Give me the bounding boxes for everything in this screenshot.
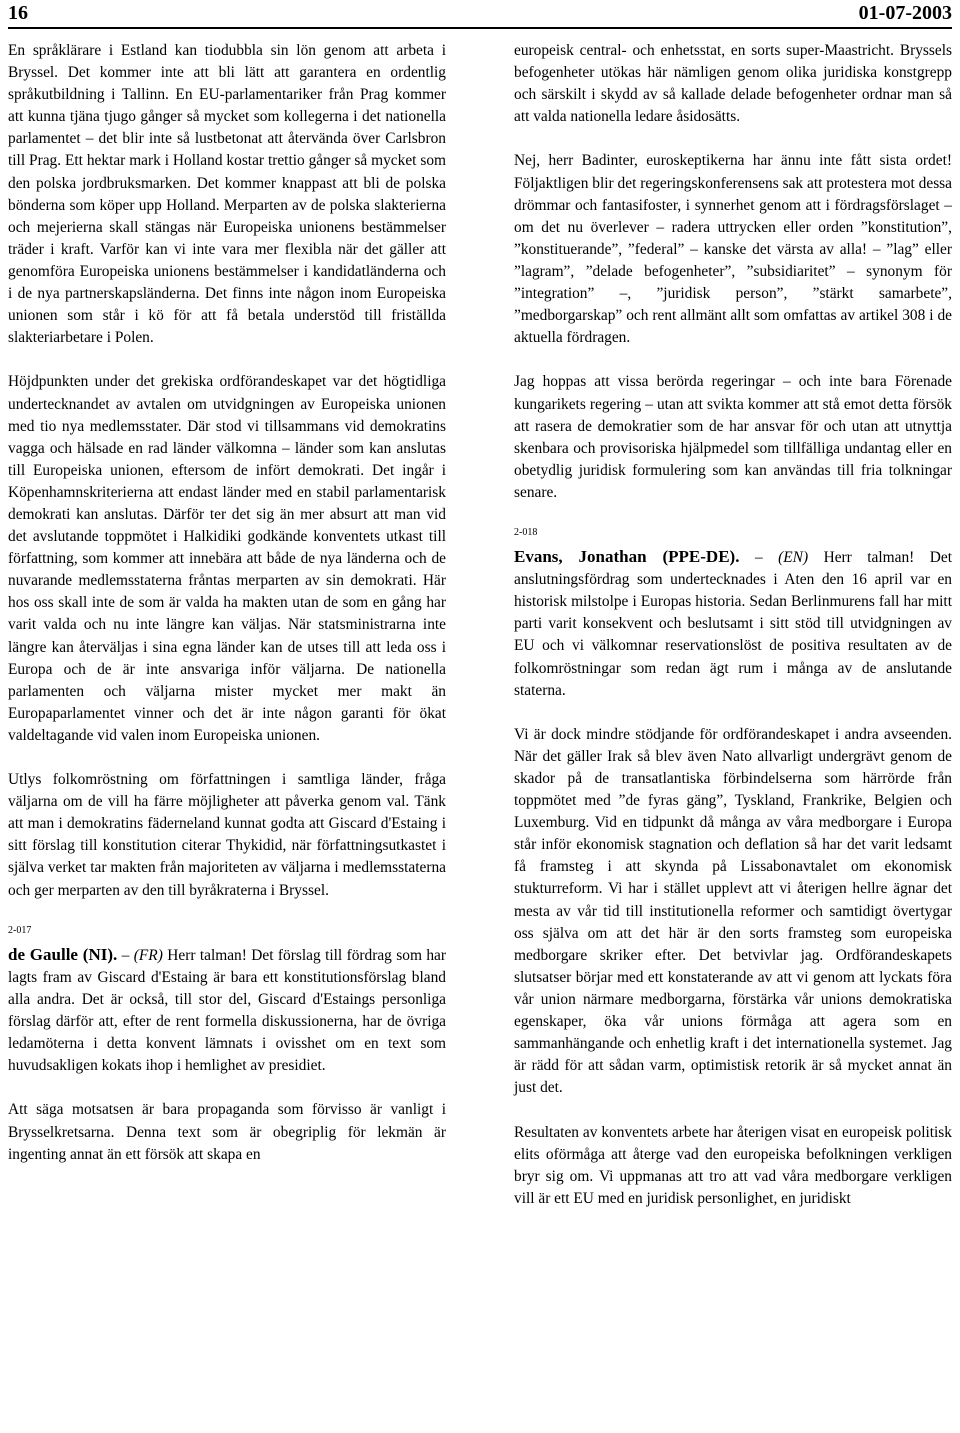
- speech-text: Herr talman! Det anslutningsfördrag som undertecknades i Aten den 16 april var en historisk milstolpe i Europas historia. Sedan Berlinmurens fall har mitt parti varit konsekvent och beslutsamt i sitt stöd till utvidgningen av EU och vi välkomnar reservationslöst de positiva resultaten av de folkomröstningar som redan ägt rum i många av de anslutande staterna.: [514, 549, 953, 699]
- paragraph: En språklärare i Estland kan tiodubbla sin lön genom att arbeta i Bryssel. Det kommer inte att bli lätt att garantera en ordentlig språkutbildning i Tallinn. En EU-parlamentariker från Prag kommer att kunna tjäna tjugo gånger så mycket som kollegerna i det nationella parlamentet – det blir inte så lustbetonat att återvända över Carlsbron till Prag. Ett hektar mark i Holland kostar trettio gånger så mycket som den polska jordbruksmarken. Det kommer knappast att bli de polska bönderna som köper upp Holland. Merparten av de polska slakterierna och mejerierna skall stängas när Europeiska unionens bestämmelser träder i kraft. Varför kan vi inte vara mer flexibla när det gäller att genomföra Europeiska unionens bestämmelser i kandidatländerna och i de nya partnerskapsländerna. Det finns inte någon inom Europeiska unionen som står i kö för att få betala understöd till friställda slakteriarbetare i Polen.: [8, 42, 446, 347]
- page-number: 16: [8, 2, 28, 24]
- speaker-name: de Gaulle (NI).: [8, 944, 118, 964]
- paragraph: Jag hoppas att vissa berörda regeringar – och inte bara Förenade kungarikets regering – utan att svikta kommer att stå emot detta försök att rasera de demokratier som de har ansvar för och utan att utnyttja skenbara och provisoriska hjälpmedel som tillfälliga undantag eller en obetydlig juridisk formulering som kan användas till fria tolkningar senare.: [514, 373, 952, 501]
- speech-paragraph: de Gaulle (NI). – (FR) Herr talman! Det förslag till fördrag som har lagts fram av Giscard d'Estaing är bara ett konstitutionsförslag bland alla andra. Det är också, till stor del, Giscard d'Estaings personliga förslag därför att, efter de rent formella diskussionerna, har de övriga ledamöterna i detta konvent lämnats i ovisshet om en text som huvudsakligen kokats ihop i hemlighet av presidiet.: [8, 944, 446, 1075]
- right-column: [514, 40, 952, 1210]
- header-rule: [8, 27, 952, 29]
- speech-code: 2-017: [8, 924, 32, 936]
- paragraph: europeisk central- och enhetsstat, en sorts super-Maastricht. Bryssels befogenheter utökas här nämligen genom olika juridiska konstgrepp och särskilt i skydd av så kallade delade befogenheter ordnar man så att valda nationella ledare åsidosätts.: [514, 42, 952, 126]
- speech-paragraph: Evans, Jonathan (PPE-DE). – (EN) Herr talman! Det anslutningsfördrag som undertecknades i Aten den 16 april var en historisk milstolpe i Europas historia. Sedan Berlinmurens fall har mitt parti varit konsekvent och beslutsamt i sitt stöd till utvidgningen av EU och vi välkomnar reservationslöst de positiva resultaten av de folkomröstningar som redan ägt rum i många av de anslutande staterna.: [514, 547, 953, 699]
- paragraph: Vi är dock mindre stödjande för ordförandeskapet i andra avseenden. När det gäller Irak så blev även Nato allvarligt undergrävt genom de skador på de transatlantiska förbindelserna som härrörde från toppmötet med ”de fyras gäng”, Tyskland, Frankrike, Belgien och Luxemburg. Vid en tidpunkt då många av våra medborgare i Europa står inför ekonomisk stagnation och deflation så har det varit ledsamt få framsteg i att skynda på Lissabonavtalet om ekonomisk stukturreform. Vi har i stället upplevt att vi återigen hellre ägnar det mesta av vår tid till institutionella reformer och samtidigt övertygar oss själva om att det här är den sorts framsteg som europeiska medborgare skriker efter. Det betvivlar jag. Ordförandeskapets slutsatser börjar med ett konstaterande av att vi genom att lyckats föra vår union närmare medborgarna, förstärka vår unions demokratiska egenskaper, öka vår unions förmåga att agera som en sammanhängande och enhetlig kraft i det internationella systemet. Jag är rädd för att sådan varm, optimistisk retorik är så mycket annat än just det.: [514, 725, 952, 1097]
- paragraph: Höjdpunkten under det grekiska ordförandeskapet var det högtidliga undertecknandet av avtalen om utvidgningen av Europeiska unionen med tio nya medlemsstater. Där stod vi tillsammans vid demokratins vagga och hälsade en rad länder välkomna – länder som kan anslutas till Europeiska unionen, eftersom de infört demokrati. Det ingår i Köpenhamnskriterierna att endast länder med en stabil parlamentarisk demokrati kan anslutas. Därför ter det sig än mer absurt att man vid det avslutande toppmötet i Halkidiki godkände konventets utkast till författning, som kommer att innebära att både de nya länderna och de nuvarande medlemsstaterna fråntas merparten av sin demokrati. Här hos oss skall inte de som är valda ha makten utan de som en gång har varit valda och nu inte längre kan väljas. När statsministrarna inte längre kan återväljas i sina egna länder kan de utses till att leda oss i Europa och de är inte ansvariga inför väljarna. De nationella parlamenten och väljarna mister mycket mer makt än Europaparlamentet vinner och det är inte någon garanti för ökat valdeltagande vid valen inom Europeiska unionen.: [8, 373, 446, 744]
- document-date: 01-07-2003: [858, 2, 952, 24]
- paragraph: Att säga motsatsen är bara propaganda som förvisso är vanligt i Brysselkretsarna. Denna text som är obegriplig för lekmän är ingenting annat än ett försök att skapa en: [8, 1101, 446, 1163]
- paragraph: Utlys folkomröstning om författningen i samtliga länder, fråga väljarna om de vill ha färre möjligheter att påverka genom val. Tänk att man i demokratins fäderneland kunnat godta att Giscard d'Estaing i sitt förslag till konstitution citerar Thykidid, när författningsutkastet i själva verket tar makten från majoriteten av väljarna i medlemsstaterna och ger merparten av den till byråkraterna i Bryssel.: [8, 771, 446, 899]
- language-tag: (EN): [778, 549, 809, 567]
- paragraph: Resultaten av konventets arbete har återigen visat en europeisk politisk elits oförmåga att återge vad den europeiska befolkningen verkligen bryr sig om. Vi uppmanas att tro att vad våra medborgare verkligen vill är ett EU med en juridisk personlighet, en juridiskt: [514, 1123, 952, 1207]
- speech-text: Herr talman! Det förslag till fördrag som har lagts fram av Giscard d'Estaing är bara ett konstitutionsförslag bland alla andra. Det är också, till stor del, Giscard d'Estaings personliga förslag därför att, efter de rent formella diskussionerna, har de övriga ledamöterna i detta konvent lämnats i ovisshet om en text som huvudsakligen kokats ihop i hemlighet av presidiet.: [8, 946, 446, 1075]
- speaker-name: Evans, Jonathan (PPE-DE).: [514, 547, 740, 567]
- paragraph: Nej, herr Badinter, euroskeptikerna har ännu inte fått sista ordet! Följaktligen blir det regeringskonferensens sak att protestera mot dessa drömmar och fantasifoster, i synnerhet genom att i fördragsförslaget – om det nu överlever – radera uttrycken eller orden ”konstitution”, ”konstituerande”, ”federal” – kanske det värsta av alla! – ”lag” eller ”lagram”, ”delade befogenheter”, ”subsidiaritet” – synonym för ”integration” –, ”juridisk person”, ”stärkt samarbete”, ”medborgarskap” och rent allmänt allt som omfattas av artikel 308 i de aktuella fördragen.: [514, 152, 952, 347]
- language-tag: (FR): [133, 946, 163, 964]
- page-header: [8, 0, 952, 30]
- speech-code: 2-018: [514, 527, 538, 539]
- left-column: [8, 40, 446, 1166]
